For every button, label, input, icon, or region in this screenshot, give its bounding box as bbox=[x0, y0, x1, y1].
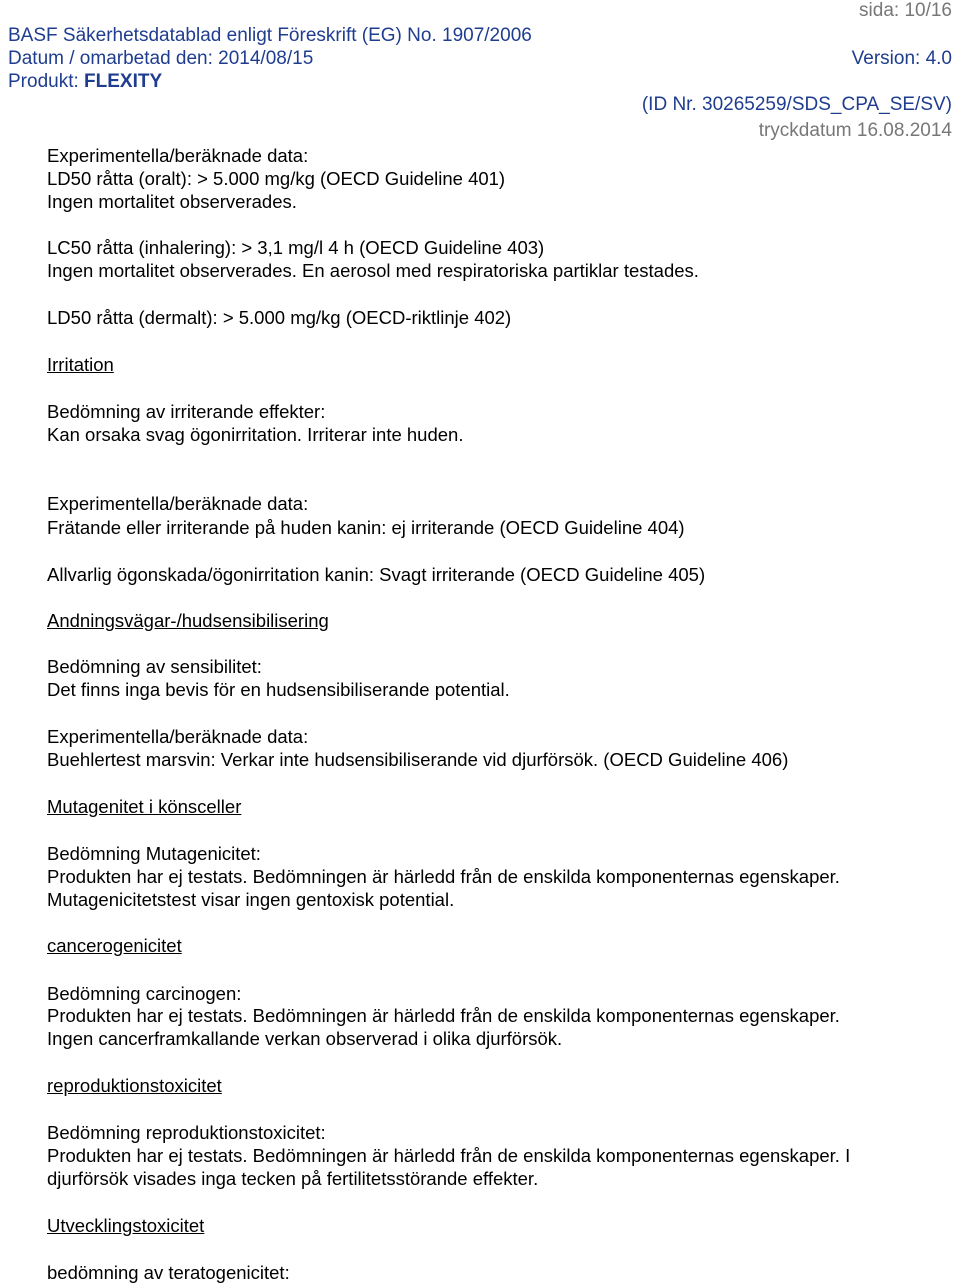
product bbox=[8, 71, 162, 93]
section-heading-sensitisation: Andningsvägar-/hudsensibilisering bbox=[47, 610, 329, 631]
section-heading-mutagenicity: Mutagenitet i könsceller bbox=[47, 796, 242, 817]
version: Version: 4.0 bbox=[851, 48, 952, 69]
section-heading-irritation: Irritation bbox=[47, 354, 114, 375]
document-title: BASF Säkerhetsdatablad enligt Föreskrift (EG) No. 1907/2006 bbox=[8, 25, 532, 46]
body-line: Kan orsaka svag ögonirritation. Irriterar inte huden. bbox=[47, 424, 464, 445]
body-line: Ingen mortalitet observerades. bbox=[47, 191, 297, 212]
body-line: Experimentella/beräknade data: bbox=[47, 145, 309, 166]
body-line: Produkten har ej testats. Bedömningen är härledd från de enskilda komponenternas egenskaper. I bbox=[47, 1145, 851, 1166]
body-line: Experimentella/beräknade data: bbox=[47, 493, 309, 514]
product-name: FLEXITY bbox=[84, 71, 163, 92]
print-date: tryckdatum 16.08.2014 bbox=[758, 120, 952, 141]
product-label: Produkt: bbox=[8, 71, 85, 92]
body-line: Ingen cancerframkallande verkan observerad i olika djurförsök. bbox=[47, 1028, 563, 1049]
document-id: (ID Nr. 30265259/SDS_CPA_SE/SV) bbox=[641, 94, 952, 115]
section-heading-reproductive-toxicity: reproduktionstoxicitet bbox=[47, 1075, 222, 1096]
body-line: Det finns inga bevis för en hudsensibiliserande potential. bbox=[47, 679, 510, 700]
body-line: Frätande eller irriterande på huden kanin: ej irriterande (OECD Guideline 404) bbox=[47, 517, 685, 538]
body-line: LD50 råtta (dermalt): > 5.000 mg/kg (OECD-riktlinje 402) bbox=[47, 307, 512, 328]
body-line: Bedömning carcinogen: bbox=[47, 983, 242, 1004]
section-heading-carcinogenicity: cancerogenicitet bbox=[47, 935, 182, 956]
body-line: Mutagenicitetstest visar ingen gentoxisk potential. bbox=[47, 889, 455, 910]
body-line: LD50 råtta (oralt): > 5.000 mg/kg (OECD Guideline 401) bbox=[47, 168, 506, 189]
body-line: djurförsök visades inga tecken på fertilitetsstörande effekter. bbox=[47, 1168, 539, 1189]
body-line: Produkten har ej testats. Bedömningen är härledd från de enskilda komponenternas egenskaper. bbox=[47, 866, 840, 887]
revision-date: Datum / omarbetad den: 2014/08/15 bbox=[8, 48, 314, 69]
section-heading-developmental-toxicity: Utvecklingstoxicitet bbox=[47, 1215, 205, 1236]
body-line: Buehlertest marsvin: Verkar inte hudsensibiliserande vid djurförsök. (OECD Guideline 406) bbox=[47, 749, 789, 770]
body-line: bedömning av teratogenicitet: bbox=[47, 1262, 290, 1283]
body-line: Bedömning av irriterande effekter: bbox=[47, 401, 326, 422]
body-line: Bedömning av sensibilitet: bbox=[47, 656, 262, 677]
body-line: Bedömning Mutagenicitet: bbox=[47, 843, 261, 864]
body-line: Allvarlig ögonskada/ögonirritation kanin: Svagt irriterande (OECD Guideline 405) bbox=[47, 564, 706, 585]
body-line: LC50 råtta (inhalering): > 3,1 mg/l 4 h (OECD Guideline 403) bbox=[47, 237, 545, 258]
body-line: Experimentella/beräknade data: bbox=[47, 726, 309, 747]
body-line: Produkten har ej testats. Bedömningen är härledd från de enskilda komponenternas egenskaper. bbox=[47, 1005, 840, 1026]
body-line: Ingen mortalitet observerades. En aerosol med respiratoriska partiklar testades. bbox=[47, 260, 699, 281]
body-line: Bedömning reproduktionstoxicitet: bbox=[47, 1122, 326, 1143]
page-number: sida: 10/16 bbox=[859, 0, 952, 21]
